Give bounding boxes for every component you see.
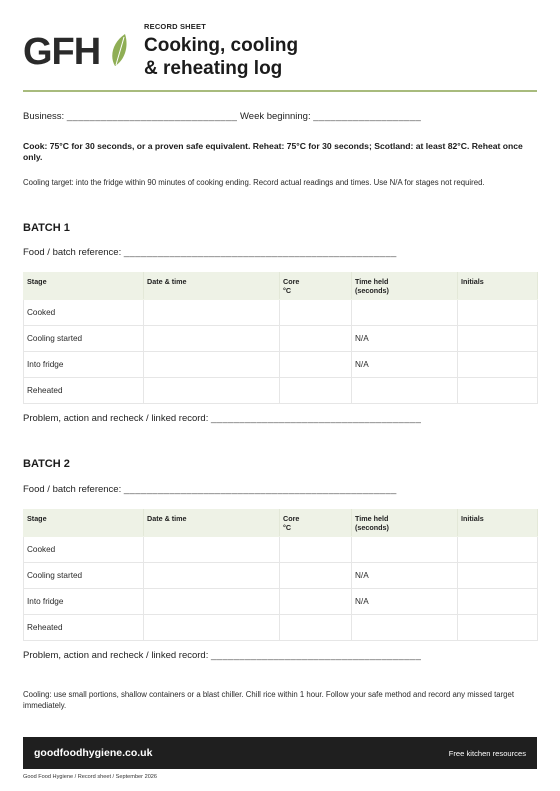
time-held-cell: N/A [352, 326, 458, 352]
initials-cell[interactable] [458, 537, 538, 563]
batch-2-table [23, 509, 538, 641]
core-line-2: °C [283, 286, 292, 295]
date-time-cell[interactable] [144, 326, 280, 352]
col-initials: Initials [458, 273, 538, 300]
initials-cell[interactable] [458, 326, 538, 352]
stage-cell: Reheated [24, 615, 144, 641]
col-time-held [352, 273, 458, 300]
food-label: Food / batch reference: [23, 247, 122, 258]
date-time-cell[interactable] [144, 300, 280, 326]
title-line-2: & reheating log [144, 58, 283, 79]
time-held-cell[interactable] [352, 615, 458, 641]
col-time-held [352, 510, 458, 537]
col-core [280, 510, 352, 537]
date-time-cell[interactable] [144, 589, 280, 615]
batch-2-heading: BATCH 2 [23, 458, 70, 470]
date-time-cell[interactable] [144, 378, 280, 404]
time-held-cell[interactable] [352, 300, 458, 326]
table-row [24, 563, 538, 589]
table-row [24, 352, 538, 378]
table-header-row [24, 273, 538, 300]
time-held-cell[interactable] [352, 537, 458, 563]
food-line[interactable]: ________________________________________________ [123, 484, 397, 495]
food-line[interactable]: ________________________________________________ [123, 247, 397, 258]
table-row [24, 589, 538, 615]
business-label: Business: [23, 111, 65, 122]
stage-cell: Cooling started [24, 326, 144, 352]
date-time-cell[interactable] [144, 615, 280, 641]
overline-label: RECORD SHEET [144, 22, 206, 31]
batch-1-table [23, 272, 538, 404]
table-row [24, 300, 538, 326]
core-cell[interactable] [280, 326, 352, 352]
food-label: Food / batch reference: [23, 484, 122, 495]
core-cell[interactable] [280, 537, 352, 563]
gfh-logo [23, 30, 133, 68]
date-time-cell[interactable] [144, 352, 280, 378]
batch-1-food-field[interactable] [23, 247, 397, 258]
initials-cell[interactable] [458, 589, 538, 615]
cooling-target-note: Cooling target: into the fridge within 90 minutes of cooking ending. Record actual readings and times. Use N/A for stages not required. [23, 178, 485, 187]
col-stage: Stage [24, 273, 144, 300]
time-held-line-2: (seconds) [355, 286, 389, 295]
core-line-2: °C [283, 523, 292, 532]
batch-1-heading: BATCH 1 [23, 222, 70, 234]
stage-cell: Into fridge [24, 589, 144, 615]
problem-label: Problem, action and recheck / linked record: [23, 413, 209, 424]
col-date-time: Date & time [144, 510, 280, 537]
initials-cell[interactable] [458, 352, 538, 378]
stage-cell: Reheated [24, 378, 144, 404]
core-cell[interactable] [280, 563, 352, 589]
col-date-time: Date & time [144, 273, 280, 300]
problem-line[interactable]: _____________________________________ [210, 650, 422, 661]
time-held-line-2: (seconds) [355, 523, 389, 532]
initials-cell[interactable] [458, 563, 538, 589]
core-cell[interactable] [280, 615, 352, 641]
batch-2-problem-field[interactable] [23, 650, 421, 661]
table-header-row [24, 510, 538, 537]
time-held-line-1: Time held [355, 277, 389, 286]
week-line[interactable]: ___________________ [313, 111, 422, 122]
col-core [280, 273, 352, 300]
batch-2-food-field[interactable] [23, 484, 397, 495]
col-stage: Stage [24, 510, 144, 537]
problem-label: Problem, action and recheck / linked record: [23, 650, 209, 661]
time-held-cell: N/A [352, 563, 458, 589]
footer-tagline: Free kitchen resources [448, 749, 526, 758]
date-time-cell[interactable] [144, 563, 280, 589]
stage-cell: Cooling started [24, 563, 144, 589]
table-row [24, 537, 538, 563]
title-line-1: Cooking, cooling [144, 35, 299, 56]
core-cell[interactable] [280, 300, 352, 326]
stage-cell: Cooked [24, 537, 144, 563]
core-cell[interactable] [280, 352, 352, 378]
header [23, 22, 537, 92]
business-field[interactable] [23, 111, 421, 122]
document-meta: Good Food Hygiene / Record sheet / September 2026 [23, 774, 158, 780]
core-cell[interactable] [280, 378, 352, 404]
core-line-1: Core [283, 277, 300, 286]
logo-wordmark: GFH [23, 31, 101, 70]
initials-cell[interactable] [458, 378, 538, 404]
time-held-cell: N/A [352, 589, 458, 615]
week-label: Week beginning: [239, 111, 311, 122]
initials-cell[interactable] [458, 300, 538, 326]
table-row [24, 326, 538, 352]
core-line-1: Core [283, 514, 300, 523]
leaf-icon [112, 34, 126, 66]
core-cell[interactable] [280, 589, 352, 615]
stage-cell: Into fridge [24, 352, 144, 378]
cooling-advice-note: Cooling: use small portions, shallow containers or a blast chiller. Chill rice within 1 hour. Follow your safe method and record any missed target immediately. [23, 690, 515, 710]
footer-site-link[interactable]: goodfoodhygiene.co.uk [34, 747, 153, 759]
col-initials: Initials [458, 510, 538, 537]
time-held-line-1: Time held [355, 514, 389, 523]
initials-cell[interactable] [458, 615, 538, 641]
business-line[interactable]: ______________________________ [66, 111, 238, 122]
table-row [24, 615, 538, 641]
batch-1-problem-field[interactable] [23, 413, 421, 424]
header-divider [23, 90, 537, 92]
problem-line[interactable]: _____________________________________ [210, 413, 422, 424]
time-held-cell[interactable] [352, 378, 458, 404]
stage-cell: Cooked [24, 300, 144, 326]
footer-bar [23, 737, 537, 769]
table-row [24, 378, 538, 404]
date-time-cell[interactable] [144, 537, 280, 563]
page-title [144, 34, 394, 80]
standards-note: Cook: 75°C for 30 seconds, or a proven safe equivalent. Reheat: 75°C for 30 seconds; Scotland: at least 82°C. Reheat once only. [23, 141, 523, 162]
time-held-cell: N/A [352, 352, 458, 378]
